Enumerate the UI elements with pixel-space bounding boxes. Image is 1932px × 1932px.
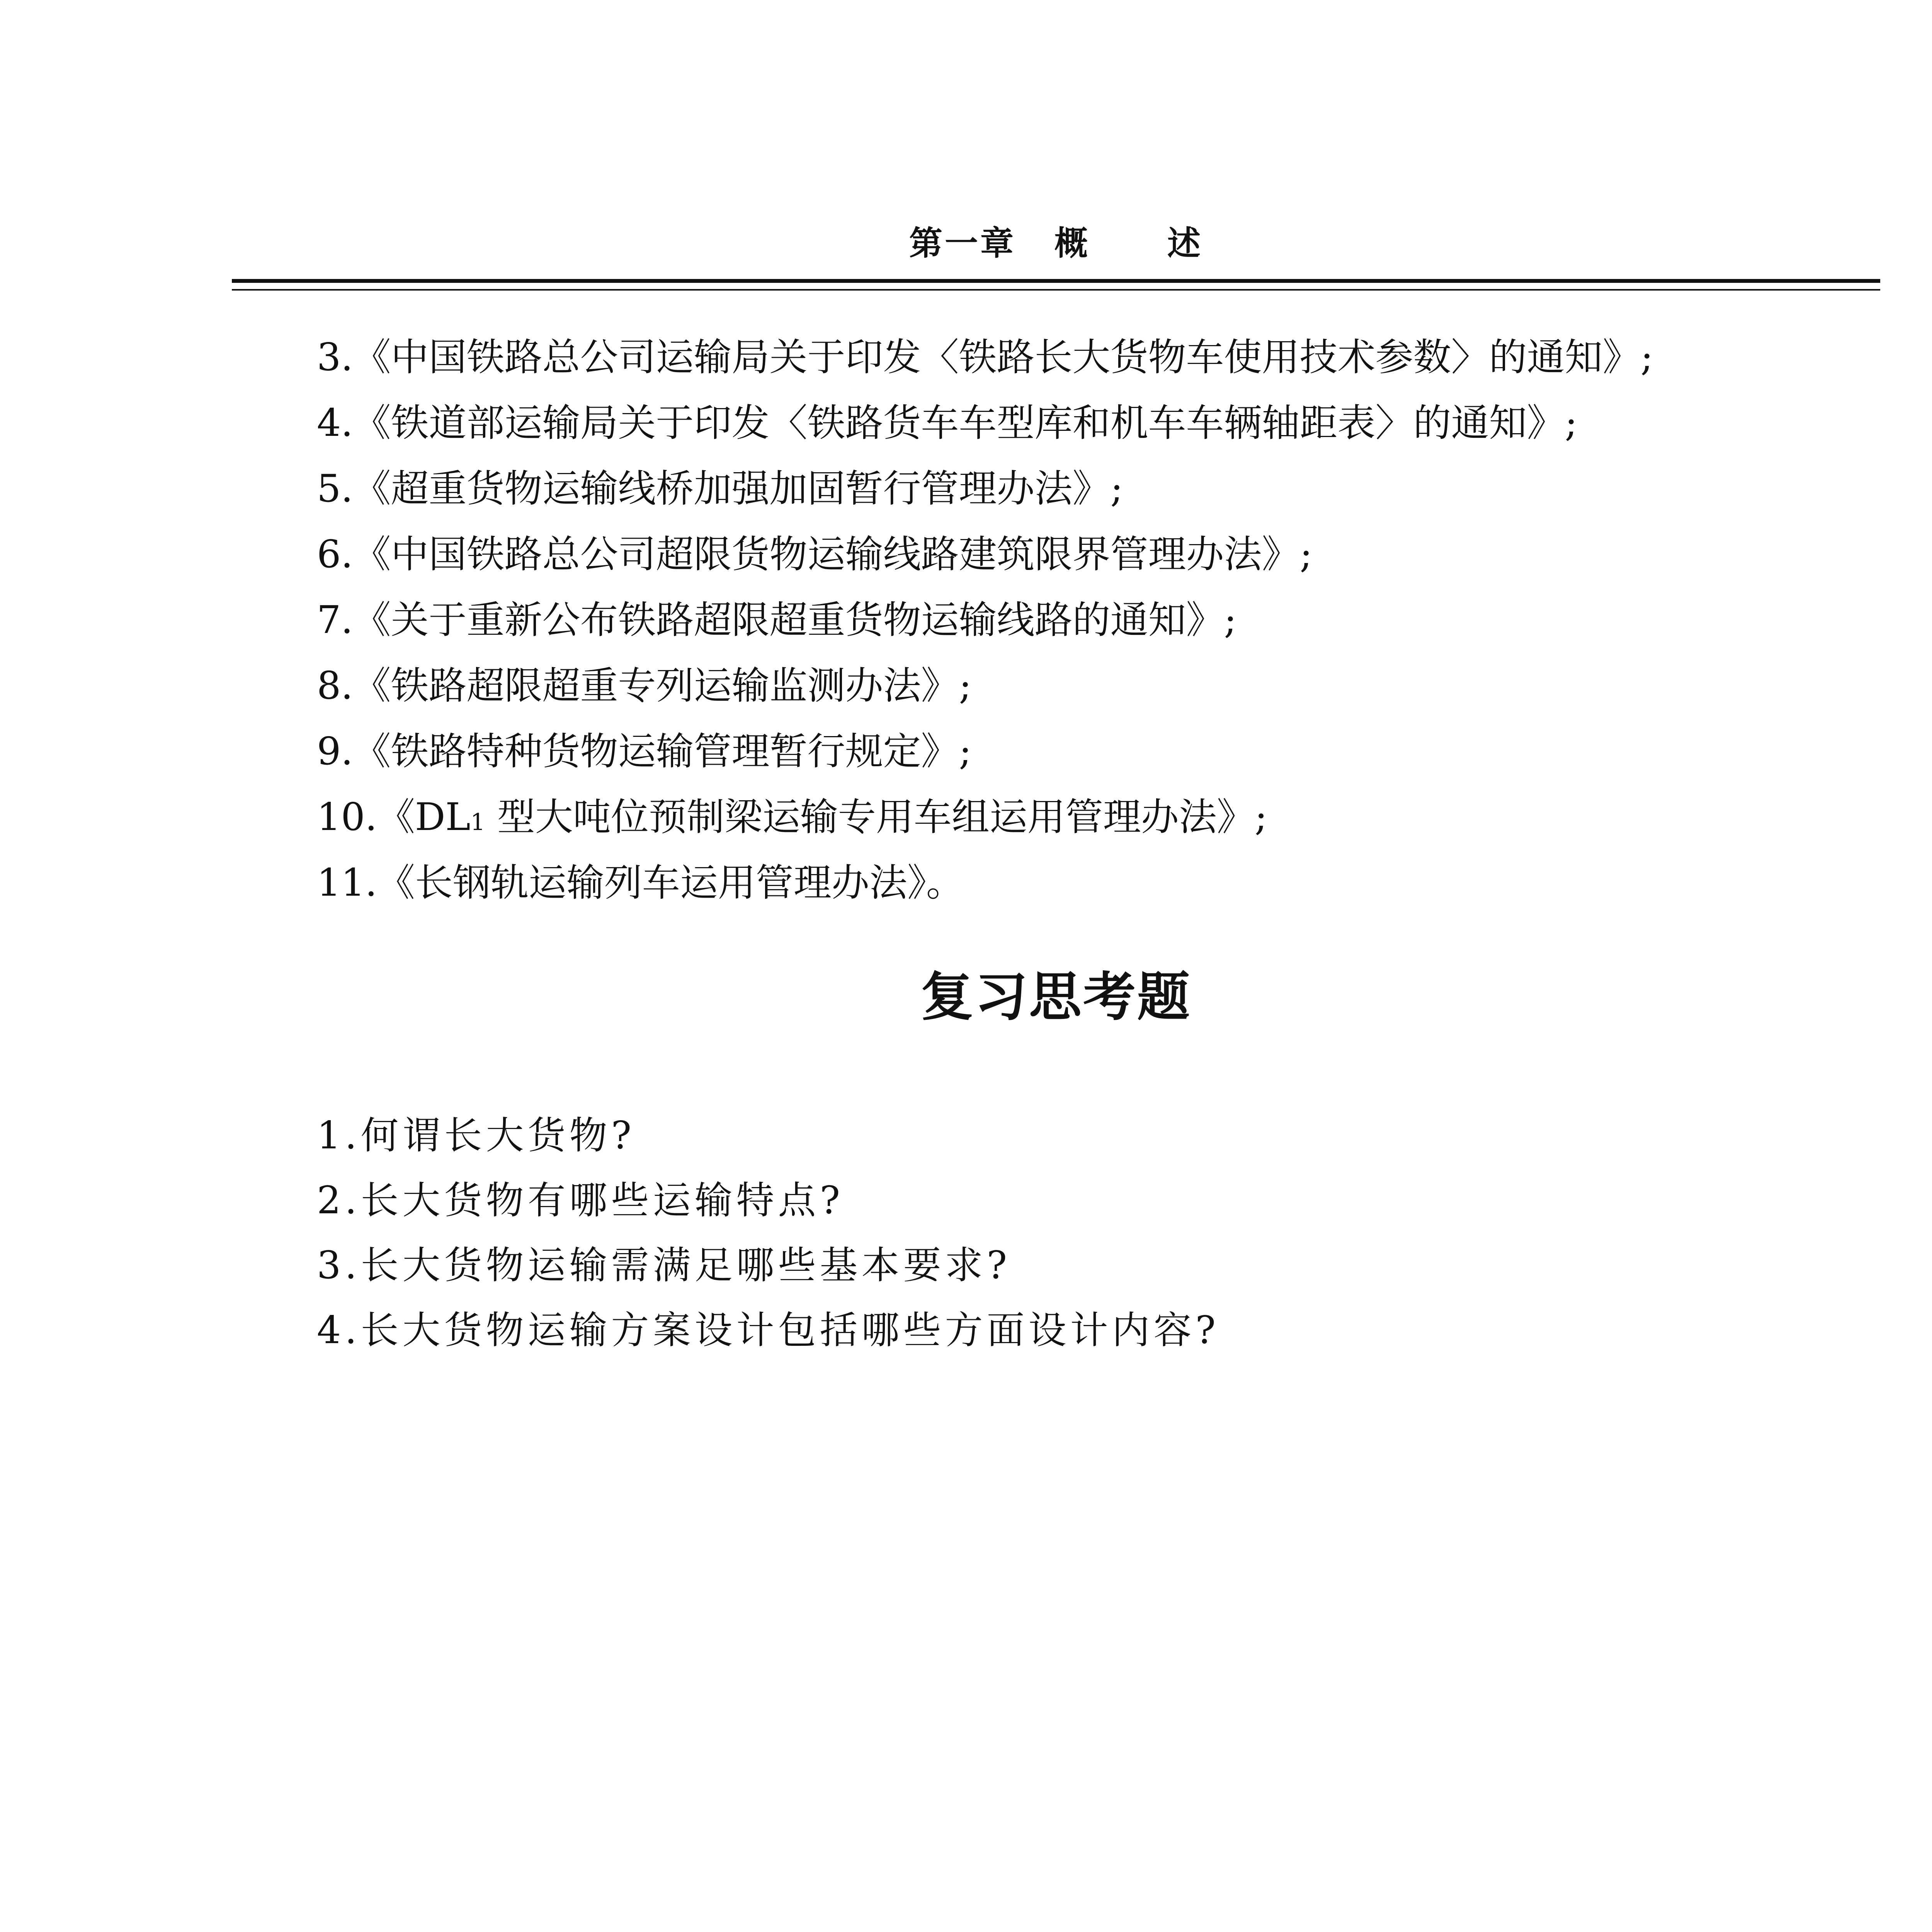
question-item: 3.长大货物运输需满足哪些基本要求? [317,1243,1011,1287]
reference-item: 5.《超重货物运输线桥加强加固暂行管理办法》; [317,467,1123,511]
question-item: 2.长大货物有哪些运输特点? [317,1179,844,1223]
reference-suffix: 型大吨位预制梁运输专用车组运用管理办法》; [485,795,1267,839]
running-header [232,216,1880,264]
reference-item: 7.《关于重新公布铁路超限超重货物运输线路的通知》; [317,598,1237,642]
reference-item: 6.《中国铁路总公司超限货物运输线路建筑限界管理办法》; [317,532,1313,577]
reference-list [317,325,1653,916]
chapter-title-char-1: 概 [1054,224,1090,263]
chapter-label: 第一章 [909,224,1016,263]
reference-item: 8.《铁路超限超重专列运输监测办法》; [317,664,972,708]
question-item: 4.长大货物运输方案设计包括哪些方面设计内容? [317,1308,1220,1352]
reference-item: 9.《铁路特种货物运输管理暂行规定》; [317,730,972,774]
reference-prefix: 10.《DL [317,795,471,839]
header-rule-thick [232,279,1880,283]
question-list [317,1103,1219,1363]
reference-item: 3.《中国铁路总公司运输局关于印发〈铁路长大货物车使用技术参数〉的通知》; [317,335,1653,379]
question-item: 1.何谓长大货物? [317,1114,636,1158]
reference-item [317,784,1653,850]
section-title: 复习思考题 [921,966,1191,1028]
reference-item: 11.《长钢轨运输列车运用管理办法》。 [317,861,964,905]
reference-subscript: 1 [470,809,485,836]
chapter-title-char-2: 述 [1167,224,1203,263]
reference-item: 4.《铁道部运输局关于印发〈铁路货车车型库和机车车辆轴距表〉的通知》; [317,401,1578,445]
header-rule-thin [232,289,1880,291]
